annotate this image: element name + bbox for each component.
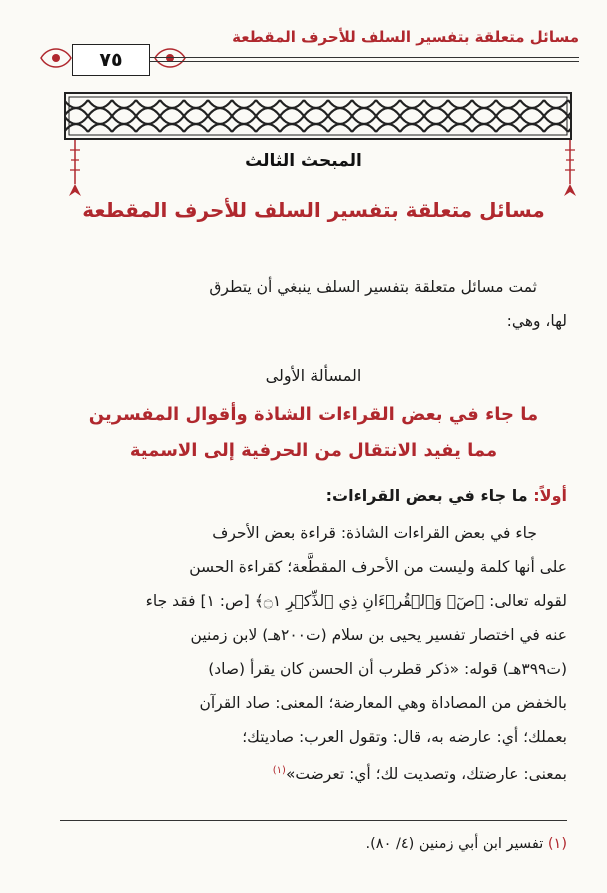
page-number: ٧٥ (99, 49, 123, 71)
body-line: (ت٣٩٩هـ) قوله: «ذكر قطرب أن الحسن كان يقرأ (صاد) (208, 660, 567, 678)
running-title: مسائل متعلقة بتفسير السلف للأحرف المقطعة (232, 28, 579, 46)
body-line: لقوله تعالى: ﴿صٓۚ وَٱلۡقُرۡءَانِ ذِي ٱلذِّكۡرِ ۝١﴾ [ص: ١] فقد جاء (145, 592, 567, 610)
chapter-title: المبحث الثالث (245, 151, 362, 171)
ornament-border-icon (64, 92, 572, 140)
intro-line: ثمت مسائل متعلقة بتفسير السلف ينبغي أن يتطرق (209, 278, 537, 296)
flourish-icon (36, 38, 76, 78)
footnote-reference[interactable]: (١) (272, 765, 286, 776)
intro-paragraph (60, 270, 567, 338)
side-ornament-icon (68, 140, 82, 200)
body-paragraph (60, 516, 567, 791)
flourish-icon (150, 38, 190, 78)
body-line: عنه في اختصار تفسير يحيى بن سلام (ت٢٠٠هـ) لابن زمنين (190, 626, 567, 644)
body-line: بالخفض من المصاداة وهي المعارضة؛ المعنى: صاد القرآن (199, 694, 567, 712)
chapter-subtitle: مسائل متعلقة بتفسير السلف للأحرف المقطعة (82, 198, 545, 222)
body-line: جاء في بعض القراءات الشاذة: قراءة بعض الأحرف (212, 524, 537, 542)
footnote-number: (١) (547, 836, 567, 852)
issue-heading-line: مما يفيد الانتقال من الحرفية إلى الاسمية (129, 440, 498, 461)
section-heading (60, 486, 567, 505)
body-line (60, 754, 567, 791)
footnote (60, 836, 567, 852)
issue-heading-line: ما جاء في بعض القراءات الشاذة وأقوال المفسرين (88, 404, 539, 425)
footnote-rule (60, 820, 567, 821)
side-ornament-icon (563, 140, 577, 200)
section-label: أولاً: (533, 486, 567, 505)
issue-label: المسألة الأولى (265, 366, 362, 385)
intro-line: لها، وهي: (506, 312, 567, 330)
footnote-text: تفسير ابن أبي زمنين (٤/ ٨٠). (365, 836, 544, 852)
body-line: بعملك؛ أي: عارضه به، قال: وتقول العرب: صاديتك؛ (242, 728, 567, 746)
header-rule (150, 57, 579, 58)
page-number-box (72, 44, 150, 76)
body-line-text: بمعنى: عارضتك، وتصديت لك؛ أي: تعرضت» (285, 765, 567, 784)
header-rule (150, 61, 579, 62)
body-line: على أنها كلمة وليست من الأحرف المقطَّعة؛ كقراءة الحسن (189, 558, 567, 576)
section-title: ما جاء في بعض القراءات: (325, 486, 528, 505)
issue-heading (60, 397, 567, 469)
